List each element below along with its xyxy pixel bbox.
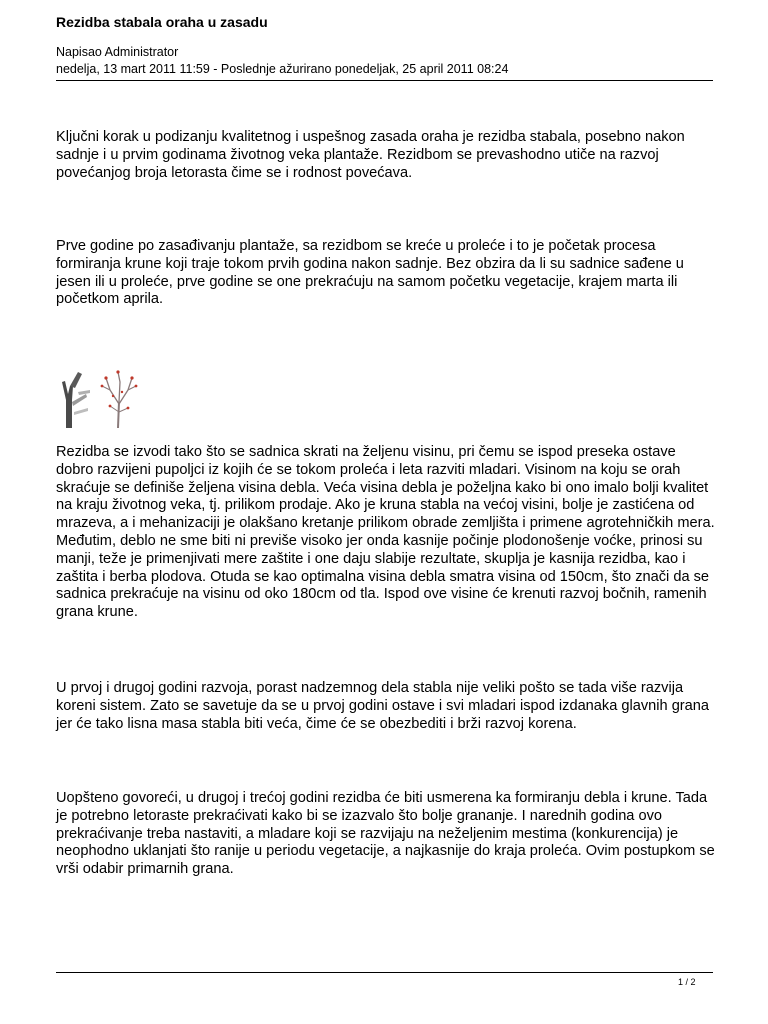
header-divider (56, 80, 713, 81)
paragraph-root-development: U prvoj i drugoj godini razvoja, porast nadzemnog dela stabla nije veliki pošto se tada više razvija koreni sistem. Zato se savetuje da se u prvoj godini ostave i svi mladari ispod izdanaka glavnih grana jer će tako lisna masa stabla biti veća, čime će se obezbediti i brži razvoj korena. (56, 680, 710, 732)
tree-icon (56, 368, 142, 430)
paragraph-pruning-height: Rezidba se izvodi tako što se sadnica skrati na željenu visinu, pri čemu se ispod preseka ostave dobro razvijeni pupoljci iz kojih će se tokom proleća i leta razviti mladari. Visinom na koju se orah skraćuje se definiše željena visina debla. Veća visina debla je poželjna kako bi ono imalo bolji kvalitet na kraju životnog veka, tj. prilikom prodaje. Ako je kruna stabla na većoj visini, bolje je zastićena od mrazeva, a i mehanizaciji je olakšano kretanje prilikom obrade zemljišta i primene agrotehničkih mera. Međutim, deblo ne sme biti ni previše visoko jer onda kasnije počinje plodonošenje voćke, prinosi su manji, teže je primenjivati mere zaštite i one daju slabije rezultate, skuplja je kasnija rezidba, kao i zaštita i berba plodova. Otuda se kao optimalna visina debla smatra visina od 150cm, što znači da se sadnica prekraćuje na visinu od oko 180cm od tla. Ispod ove visine će krenuti razvoj bočnih, ramenih grana krune. (56, 444, 715, 621)
paragraph-first-year: Prve godine po zasađivanju plantaže, sa rezidbom se kreće u proleće i to je početak procesa formiranja krune koji traje tokom prvih godina nakon sadnje. Bez obzira da li su sadnice sađene u jesen ili u proleće, prve godine se one prekraćuju na samom početku vegetacije, krajem marta ili početkom aprila. (56, 238, 684, 308)
author-line: Napisao Administrator (56, 45, 179, 59)
paragraph-intro: Ključni korak u podizanju kvalitetnog i uspešnog zasada oraha je rezidba stabala, posebno nakon sadnje i u prvim godinama životnog veka plantaže. Rezidbom se prevashodno utiče na razvoj povećanjog broja letorasta čime se i rodnost povećava. (56, 129, 685, 181)
date-line: nedelja, 13 mart 2011 11:59 - Poslednje ažurirano ponedeljak, 25 april 2011 08:24 (56, 62, 509, 76)
document-title: Rezidba stabala oraha u zasadu (56, 14, 268, 30)
page-number: 1 / 2 (678, 977, 696, 987)
footer-divider (56, 972, 713, 973)
pruned-tree-illustration (56, 368, 142, 430)
paragraph-crown-formation: Uopšteno govoreći, u drugoj i trećoj godini rezidba će biti usmerena ka formiranju debla i krune. Tada je potrebno letoraste prekraćivati kako bi se izazvalo što bolje grananje. I narednih godina ovo prekraćivanje treba nastaviti, a mladare koji se razvijaju na neželjenim mestima (konkurencija) je neophodno uklanjati što ranije u periodu vegetacije, a najkasnije do kraja proleća. Ovim postupkom se vrši odabir primarnih grana. (56, 790, 715, 878)
document-meta (56, 44, 508, 78)
